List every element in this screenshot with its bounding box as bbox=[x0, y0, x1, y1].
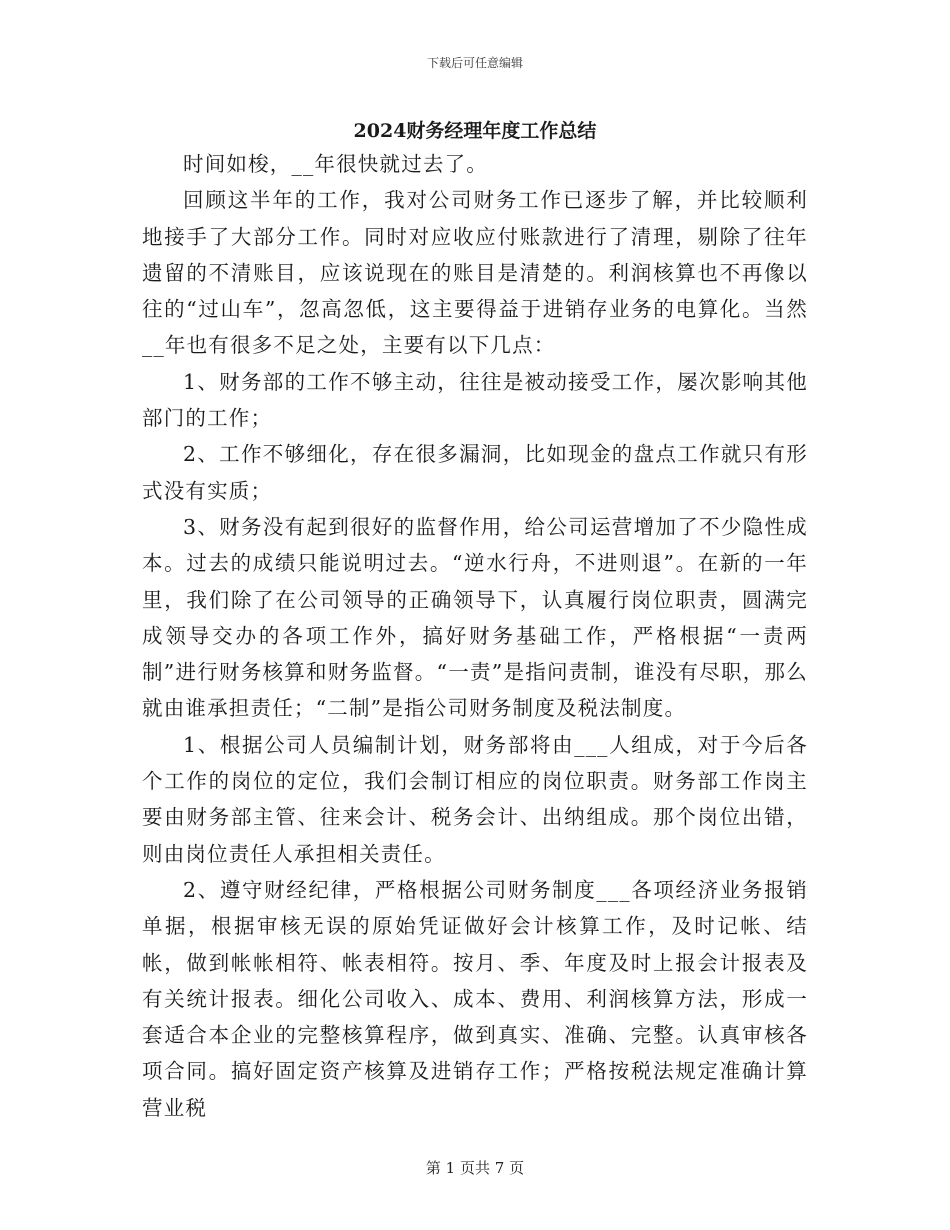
paragraph-shortcoming-2: 2、工作不够细化，存在很多漏洞，比如现金的盘点工作就只有形式没有实质； bbox=[142, 442, 808, 503]
document-title: 2024财务经理年度工作总结 bbox=[353, 120, 597, 142]
page-footer: 第 1 页共 7 页 bbox=[425, 1159, 525, 1177]
paragraph-shortcoming-3: 3、财务没有起到很好的监督作用，给公司运营增加了不少隐性成本。过去的成绩只能说明过去。“逆水行舟，不进则退”。在新的一年里，我们除了在公司领导的正确领导下，认真履行岗位职责，圆满完成领导交办的各项工作外，搞好财务基础工作，严格根据“一责两制”进行财务核算和财务监督。“一责”是指问责制，谁没有尽职，那么就由谁承担责任；“二制”是指公司财务制度及税法制度。 bbox=[142, 514, 808, 721]
paragraph-intro: 时间如梭，__年很快就过去了。 bbox=[183, 152, 488, 176]
paragraph-plan-1: 1、根据公司人员编制计划，财务部将由___人组成，对于今后各个工作的岗位的定位，我们会制订相应的岗位职责。财务部工作岗主要由财务部主管、往来会计、税务会计、出纳组成。那个岗位出错，则由岗位责任人承担相关责任。 bbox=[142, 732, 808, 866]
paragraph-shortcoming-1: 1、财务部的工作不够主动，往往是被动接受工作，屡次影响其他部门的工作； bbox=[142, 369, 808, 431]
paragraph-review: 回顾这半年的工作，我对公司财务工作已逐步了解，并比较顺利地接手了大部分工作。同时对应收应付账款进行了清理，剔除了往年遗留的不清账目，应该说现在的账目是清楚的。利润核算也不再像以往的“过山车”，忽高忽低，这主要得益于进销存业务的电算化。当然__年也有很多不足之处，主要有以下几点： bbox=[142, 188, 808, 358]
paragraph-plan-2: 2、遵守财经纪律，严格根据公司财务制度___各项经济业务报销单据，根据审核无误的原始凭证做好会计核算工作，及时记帐、结帐，做到帐帐相符、帐表相符。按月、季、年度及时上报会计报表及有关统计报表。细化公司收入、成本、费用、利润核算方法，形成一套适合本企业的完整核算程序，做到真实、准确、完整。认真审核各项合同。搞好固定资产核算及进销存工作；严格按税法规定准确计算营业税 bbox=[142, 877, 808, 1120]
document-body bbox=[142, 146, 808, 1126]
header-note: 下载后可任意编辑 bbox=[426, 56, 523, 70]
